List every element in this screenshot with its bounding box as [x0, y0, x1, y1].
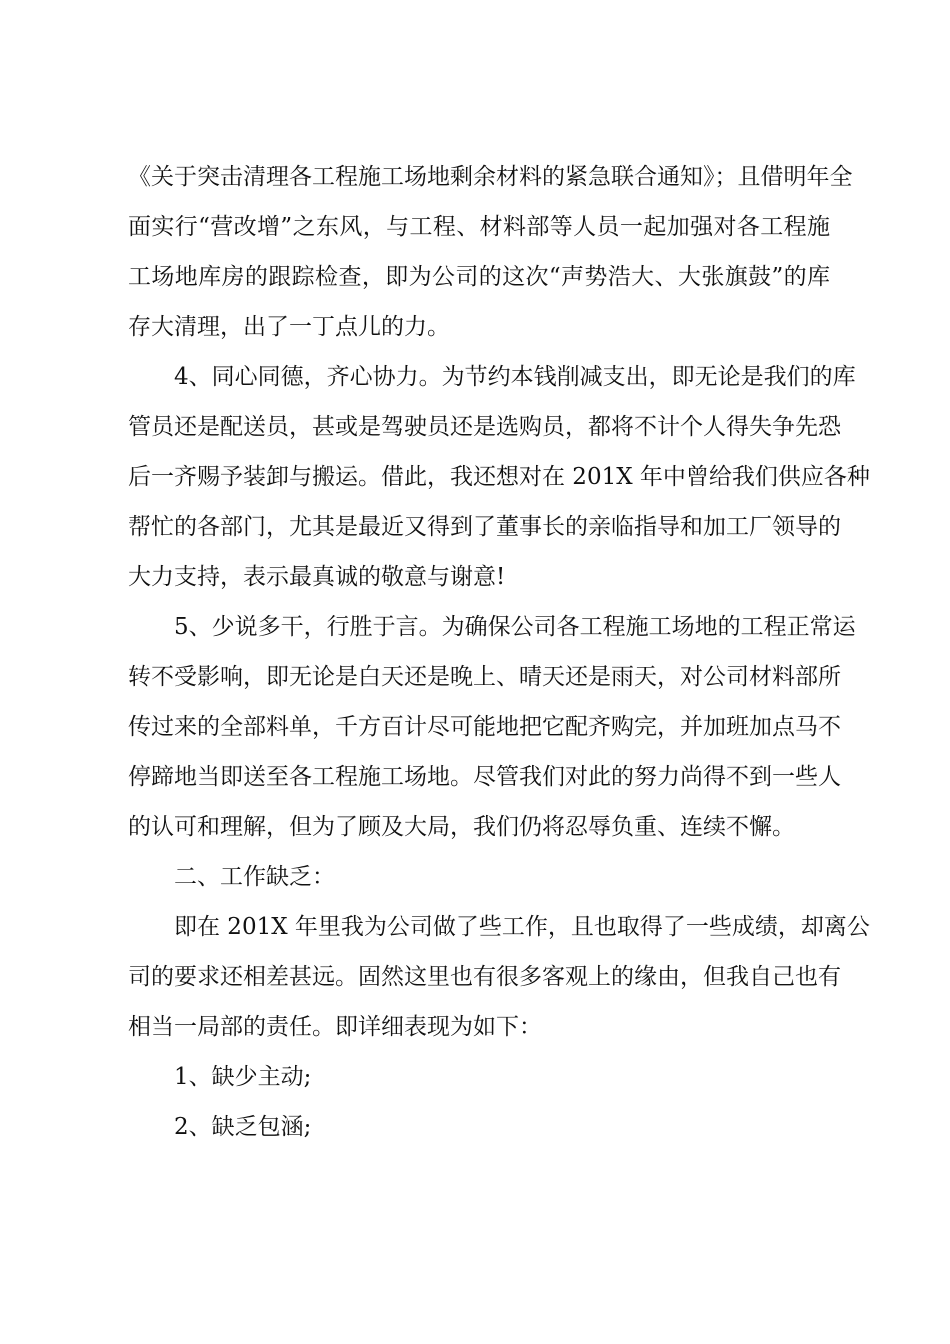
text-line: 即在 201X 年里我为公司做了些工作，且也取得了一些成绩，却离公 [174, 914, 870, 940]
text-line: 后一齐赐予装卸与搬运。借此，我还想对在 201X 年中曾给我们供应各种 [128, 464, 870, 490]
text-line: 帮忙的各部门，尤其是最近又得到了董事长的亲临指导和加工厂领导的 [128, 514, 841, 540]
text-line: 大力支持，表示最真诚的敬意与谢意! [128, 564, 506, 590]
text-line: 5、少说多干，行胜于言。为确保公司各工程施工场地的工程正常运 [174, 614, 856, 640]
text-line: 相当一局部的责任。即详细表现为如下： [128, 1014, 542, 1040]
document-body [128, 152, 870, 1152]
text-line: 存大清理，出了一丁点儿的力。 [128, 314, 450, 340]
list-item: 1、缺少主动; [174, 1064, 312, 1090]
text-line: 传过来的全部料单，千方百计尽可能地把它配齐购完，并加班加点马不 [128, 714, 841, 740]
text-line: 管员还是配送员，甚或是驾驶员还是选购员，都将不计个人得失争先恐 [128, 414, 841, 440]
list-item: 2、缺乏包涵; [174, 1114, 312, 1140]
text-line: 停蹄地当即送至各工程施工场地。尽管我们对此的努力尚得不到一些人 [128, 764, 841, 790]
section-heading: 二、工作缺乏： [174, 864, 335, 890]
text-line: 司的要求还相差甚远。固然这里也有很多客观上的缘由，但我自己也有 [128, 964, 841, 990]
text-line: 工场地库房的跟踪检查，即为公司的这次“声势浩大、大张旗鼓”的库 [128, 264, 830, 290]
text-line: 面实行“营改增”之东风，与工程、材料部等人员一起加强对各工程施 [128, 214, 830, 240]
text-line: 转不受影响，即无论是白天还是晚上、晴天还是雨天，对公司材料部所 [128, 664, 841, 690]
text-line: 《关于突击清理各工程施工场地剩余材料的紧急联合通知》；且借明年全 [128, 164, 853, 190]
text-line: 的认可和理解，但为了顾及大局，我们仍将忍辱负重、连续不懈。 [128, 814, 795, 840]
text-line: 4、同心同德，齐心协力。为节约本钱削减支出，即无论是我们的库 [174, 364, 856, 390]
